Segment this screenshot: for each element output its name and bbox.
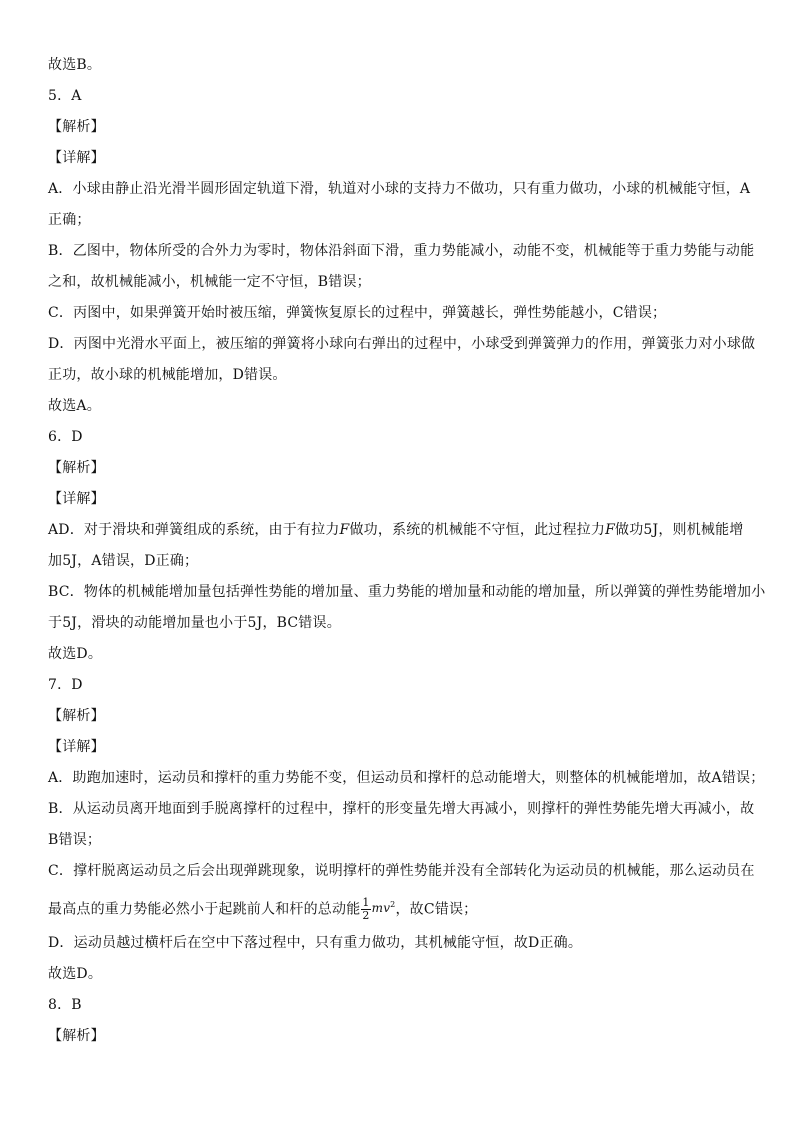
question-answer: 6．D — [48, 429, 83, 445]
document-page — [48, 50, 766, 1052]
fraction-numerator: 1 — [362, 896, 370, 909]
section-heading: 【详解】 — [48, 491, 105, 507]
fraction — [361, 897, 370, 922]
text-line: 之和，故机械能减小，机械能一定不守恒，B错误； — [48, 274, 371, 290]
text-segment: 最高点的重力势能必然小于起跳前人和杆的总动能 — [48, 901, 361, 918]
formula-mv — [372, 901, 396, 915]
text-line: 故选B。 — [48, 57, 102, 73]
fraction-denominator: 2 — [362, 909, 370, 922]
text-line: C．丙图中，如果弹簧开始时被压缩，弹簧恢复原长的过程中，弹簧越长，弹性势能越小，C错误； — [48, 305, 667, 321]
text-segment: ，故C错误； — [395, 901, 478, 918]
text-segment: 做功5J，则机械能增 — [615, 522, 744, 538]
formula-line — [48, 887, 748, 928]
text-line: D．运动员越过横杆后在空中下落过程中，只有重力做功，其机械能守恒，故D正确。 — [48, 935, 583, 951]
text-line: A．小球由静止沿光滑半圆形固定轨道下滑，轨道对小球的支持力不做功，只有重力做功，小球的机械能守恒，A — [48, 181, 751, 197]
formula-mv-base: mv — [371, 901, 391, 915]
variable-f: F — [339, 522, 350, 538]
text-line: A．助跑加速时，运动员和撑杆的重力势能不变，但运动员和撑杆的总动能增大，则整体的机械能增加，故A错误； — [48, 770, 765, 786]
question-answer: 8．B — [48, 997, 82, 1013]
section-heading: 【解析】 — [48, 708, 105, 724]
text-line: 加5J，A错误，D正确； — [48, 553, 199, 569]
text-line: BC．物体的机械能增加量包括弹性势能的增加量、重力势能的增加量和动能的增加量，所以弹簧的弹性势能增加小 — [48, 584, 766, 600]
text-line: 正确； — [48, 212, 91, 228]
section-heading: 【详解】 — [48, 150, 105, 166]
section-heading: 【详解】 — [48, 739, 105, 755]
text-segment: 做功，系统的机械能不守恒，此过程拉力 — [349, 522, 606, 538]
section-heading: 【解析】 — [48, 1028, 105, 1044]
text-line: B错误； — [48, 832, 102, 848]
question-answer: 5．A — [48, 88, 82, 104]
question-answer: 7．D — [48, 677, 83, 693]
text-line: 故选D。 — [48, 646, 103, 662]
text-line: 于5J，滑块的动能增加量也小于5J，BC错误。 — [48, 615, 341, 631]
text-line: 正功，故小球的机械能增加，D错误。 — [48, 367, 287, 383]
text-line-with-variable — [48, 515, 748, 546]
section-heading: 【解析】 — [48, 460, 105, 476]
text-line: C．撑杆脱离运动员之后会出现弹跳现象，说明撑杆的弹性势能并没有全部转化为运动员的机械能，那么运动员在 — [48, 863, 755, 879]
text-line: B．从运动员离开地面到手脱离撑杆的过程中，撑杆的形变量先增大再减小，则撑杆的弹性势能先增大再减小，故 — [48, 801, 755, 817]
text-line: D．丙图中光滑水平面上，被压缩的弹簧将小球向右弹出的过程中，小球受到弹簧弹力的作用，弹簧张力对小球做 — [48, 336, 756, 352]
text-line: B．乙图中，物体所受的合外力为零时，物体沿斜面下滑，重力势能减小，动能不变，机械能等于重力势能与动能 — [48, 243, 755, 259]
formula-exponent: 2 — [390, 900, 396, 909]
text-line: 故选A。 — [48, 398, 101, 414]
text-segment: AD．对于滑块和弹簧组成的系统，由于有拉力 — [48, 522, 340, 538]
section-heading: 【解析】 — [48, 119, 105, 135]
text-line: 故选D。 — [48, 966, 103, 982]
variable-f: F — [605, 522, 615, 538]
